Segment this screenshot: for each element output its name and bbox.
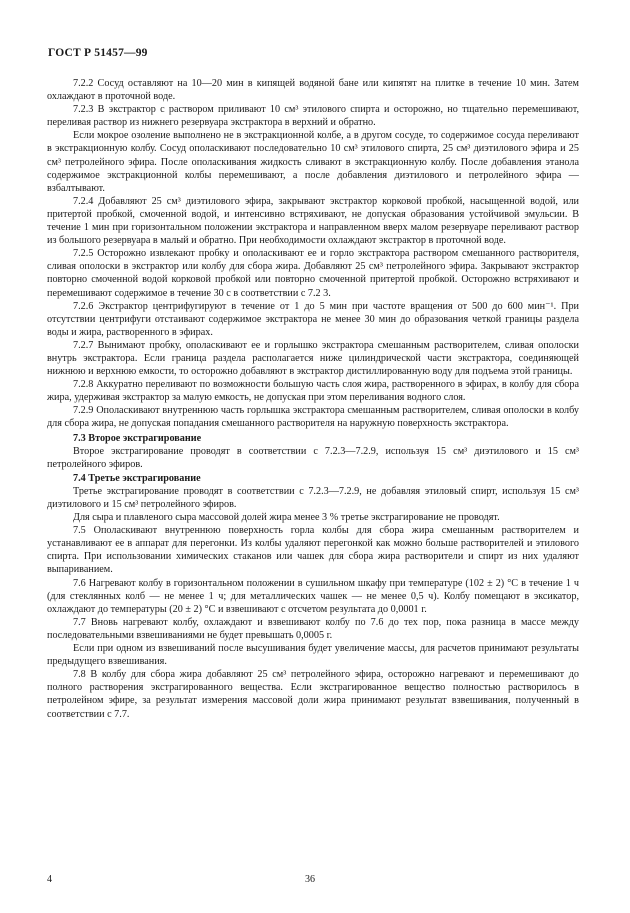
paragraph: Третье экстрагирование проводят в соответствии с 7.2.3—7.2.9, не добавляя этиловый спирт, используя 15 см³ диэтилового и 15 см³ петролейного эфиров. — [47, 485, 579, 510]
paragraph: Если мокрое озоление выполнено не в экстракционной колбе, а в другом сосуде, то содержимое сосуда переливают в экстракционную колбу. Сосуд ополаскивают последовательно 10 см³ этилового спирта, 25 см³ диэтилового эфира и 25 см³ петролейного эфира. После ополаскивания жидкость сливают в экстракционную колбу. После добавления этанола содержимое экстракционной колбы перемешивают, а после добавления диэтилового и петролейного эфира — взбалтывают. — [47, 130, 579, 194]
document-header: ГОСТ Р 51457—99 — [48, 47, 148, 59]
paragraph: 7.2.4 Добавляют 25 см³ диэтилового эфира, закрывают экстрактор корковой пробкой, насыщенной водой, или притертой пробкой, смоченной водой, и интенсивно встряхивают, не допуская образования устойчивой эмульсии. В течение 1 мин при горизонтальном положении экстрактора и направленном вверх малом резервуаре переливают раствор из большого резервуара в малый и обратно. При необходимости охлаждают экстрактор в проточной воде. — [47, 195, 579, 247]
paragraph: Второе экстрагирование проводят в соответствии с 7.2.3—7.2.9, используя 15 см³ диэтилового и 15 см³ петролейного эфиров. — [47, 445, 579, 470]
paragraph: Если при одном из взвешиваний после высушивания будет увеличение массы, для расчетов принимают результаты предыдущего взвешивания. — [47, 643, 579, 668]
page-number: 36 — [305, 874, 315, 885]
paragraph: 7.7 Вновь нагревают колбу, охлаждают и взвешивают колбу по 7.6 до тех пор, пока разница в массе между последовательными взвешиваниями не будет превышать 0,0005 г. — [47, 616, 579, 641]
paragraph: 7.2.8 Аккуратно переливают по возможности большую часть слоя жира, растворенного в эфирах, в колбу для сбора жира, удерживая экстрактор за малую емкость, не допуская при этом переливания водного слоя. — [47, 379, 579, 404]
paragraph: 7.2.6 Экстрактор центрифугируют в течение от 1 до 5 мин при частоте вращения от 500 до 600 мин⁻¹. При отсутствии центрифуги отстаивают содержимое экстрактора не менее 30 мин до образования четкой границы раздела воды и жира, растворенного в эфирах. — [47, 300, 579, 338]
paragraph: 7.8 В колбу для сбора жира добавляют 25 см³ петролейного эфира, осторожно нагревают и перемешивают до полного растворения экстрагированного вещества. Если экстрагированное вещество полностью растворилось в петролейном эфире, за результат измерения массовой доли жира принимают результат взвешивания, полученный в соответствии с 7.7. — [47, 669, 579, 720]
paragraph: 7.6 Нагревают колбу в горизонтальном положении в сушильном шкафу при температуре (102 ± 2) °С в течение 1 ч (для стеклянных колб — не менее 1 ч; для металлических чашек — не менее 0,5 ч). Колбу помещают в эксикатор, охлаждают до температуры (20 ± 2) °С и взвешивают с отсчетом результата до 0,0001 г. — [47, 577, 579, 615]
section-heading: 7.3 Второе экстрагирование — [73, 432, 202, 444]
paragraph: 7.2.2 Сосуд оставляют на 10—20 мин в кипящей водяной бане или кипятят на плитке в течение 10 мин. Затем охлаждают в проточной воде. — [47, 78, 579, 103]
paragraph: 7.2.9 Ополаскивают внутреннюю часть горлышка экстрактора смешанным растворителем, сливая ополоски в колбу для сбора жира, не допуская попадания смешанного растворителя на наружную поверхность экстрактора. — [47, 405, 579, 430]
paragraph: 7.2.7 Вынимают пробку, ополаскивают ее и горлышко экстрактора смешанным растворителем, сливая ополоски внутрь экстрактора. Если граница раздела располагается ниже цилиндрической части экстрактора, соединяющей нижнюю и верхнюю емкости, то осторожно добавляют в экстрактор дистиллированную воду для подъема этой границы. — [47, 339, 579, 378]
footer-sheet-number: 4 — [47, 874, 52, 885]
paragraph: 7.2.3 В экстрактор с раствором приливают 10 см³ этилового спирта и осторожно, но тщательно перемешивают, переливая раствор из нижнего резервуара экстрактора в верхний и обратно. — [47, 104, 579, 129]
paragraph: 7.5 Ополаскивают внутреннюю поверхность горла колбы для сбора жира смешанным растворителем и устанавливают ее в аппарат для перегонки. Из колбы удаляют перегонкой как можно больше растворителей и этилового спирта. При использовании химических стаканов или чашек для сбора жира растворители и спирт из них удаляют выпариванием. — [47, 525, 579, 576]
paragraph: Для сыра и плавленого сыра массовой долей жира менее 3 % третье экстрагирование не проводят. — [73, 512, 500, 524]
paragraph: 7.2.5 Осторожно извлекают пробку и ополаскивают ее и горло экстрактора раствором смешанного растворителя, сливая ополоски в экстрактор или колбу для сбора жира. Добавляют 25 см³ петролейного эфира. Закрывают экстрактор повторно смоченной водой корковой пробкой или повторно смоченной притертой пробкой. Осторожно встряхивают и перемешивают содержимое в течение 30 с в соответствии с 7.2 3. — [47, 248, 579, 299]
document-body — [47, 77, 579, 721]
section-heading: 7.4 Третье экстрагирование — [73, 472, 201, 484]
